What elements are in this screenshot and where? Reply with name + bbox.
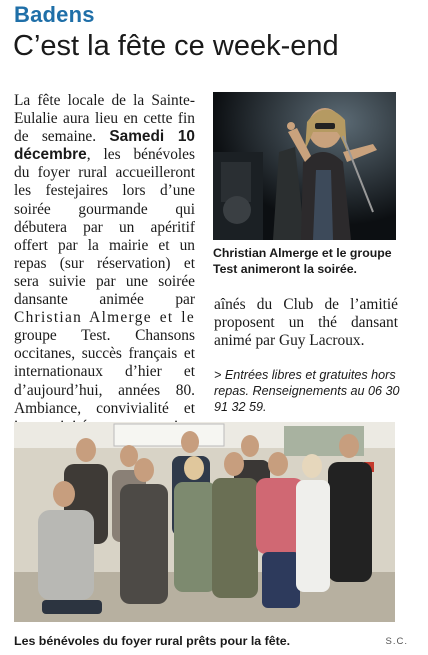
- article-body-left: [14, 92, 195, 454]
- group-photo: [14, 422, 395, 622]
- group-photo-caption: Les bénévoles du foyer rural prêts pour la fête.: [14, 634, 291, 648]
- article-headline: C’est la fête ce week-end: [13, 30, 339, 62]
- concert-photo: [213, 92, 396, 240]
- info-box: [214, 367, 404, 415]
- info-phone: 06 30 91 32 59.: [214, 384, 400, 414]
- body-text: La fête locale de la Sainte-Eulalie aura lieu en cette fin de semaine.: [14, 92, 195, 146]
- photo-caption: Christian Almerge et le groupe Test animeront la soirée.: [213, 246, 392, 276]
- photo-credit: S.C.: [385, 636, 408, 647]
- body-text: Christian Almerge et le: [14, 309, 195, 327]
- article-body-right: [214, 296, 398, 350]
- body-text: groupe Test. Chansons occitanes, succès français et internationaux d’hier et d’aujourd’hui, années 80. Ambiance, convivialité et: [14, 327, 195, 417]
- body-text: , les bénévoles du foyer rural accueilleront les festejaires lors d’une soirée gourmande qui débutera par un apéritif offert par la mairie et un repas (sur réservation) et sera suivie par une soirée dansante animée par: [14, 146, 195, 309]
- info-text: > Entrées libres et gratuites hors repas. Renseignements au: [214, 368, 396, 398]
- body-text: aînés du Club de l’amitié proposent un thé dansant animé par Guy Lacroux.: [214, 296, 398, 350]
- town-label: Badens: [14, 2, 95, 27]
- body-date-bold: Samedi 10 décembre: [14, 128, 195, 164]
